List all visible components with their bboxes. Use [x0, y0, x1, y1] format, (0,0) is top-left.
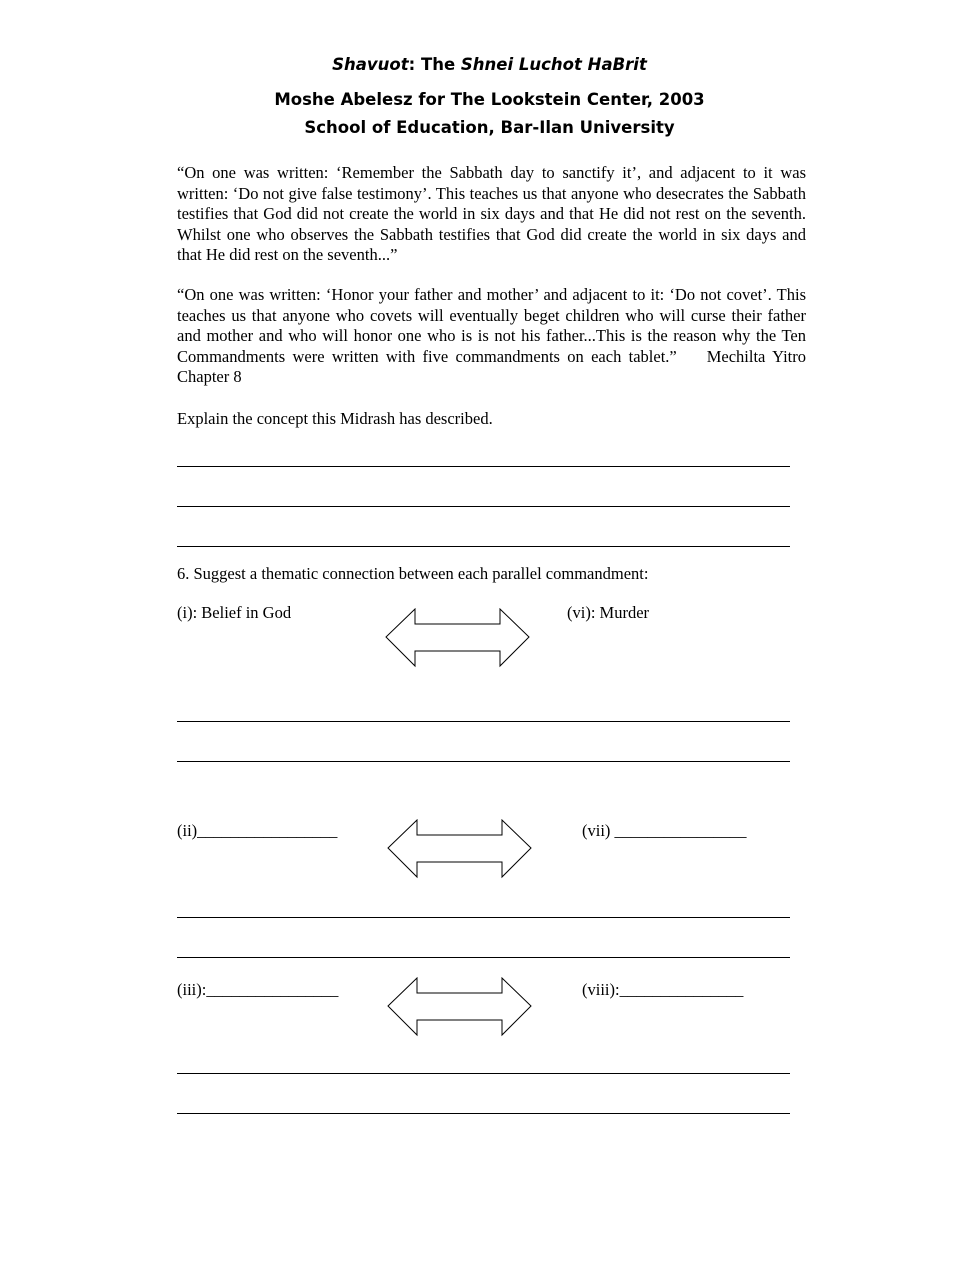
double-arrow-icon — [387, 819, 533, 879]
document-title — [0, 55, 979, 74]
answer-line[interactable] — [177, 466, 790, 467]
pair-3-left[interactable]: (iii):________________ — [177, 980, 339, 999]
title-italic-1: Shavuot — [332, 55, 409, 74]
double-arrow-icon — [387, 977, 533, 1037]
institution-line: School of Education, Bar-Ilan University — [304, 118, 675, 137]
answer-line[interactable] — [177, 1073, 790, 1074]
answer-line[interactable] — [177, 957, 790, 958]
answer-line[interactable] — [177, 1113, 790, 1114]
answer-line[interactable] — [177, 761, 790, 762]
answer-line[interactable] — [177, 917, 790, 918]
title-italic-2: Shnei Luchot HaBrit — [460, 55, 647, 74]
paragraph-2-text: “On one was written: ‘Honor your father and mother’ and adjacent to it: ‘Do not covet’. This teaches us that anyone who covets will eventually beget children who will curse their father and mother and who will honor one who is is not his father...This is the reason why the Ten Commandments were written with five commandments on each tablet.” — [177, 285, 806, 366]
source-citation: Mechilta Yitro Chapter 8 — [177, 346, 806, 387]
answer-line[interactable] — [177, 546, 790, 547]
pair-1-right: (vi): Murder — [567, 603, 650, 622]
answer-line[interactable] — [177, 506, 790, 507]
pair-2-right[interactable]: (vii) ________________ — [582, 821, 747, 840]
answer-line[interactable] — [177, 721, 790, 722]
midrash-paragraph-1: “On one was written: ‘Remember the Sabbath day to sanctify it’, and adjacent to it was written: ‘Do not give false testimony’. This teaches us that anyone who desecrates the Sabbath testifies that God did not create the world in six days and that He did not rest on the seventh. Whilst one who observes the Sabbath testifies that God did create the world in six days and that He did rest on the seventh...” — [177, 163, 806, 265]
pair-3-right[interactable]: (viii):_______________ — [582, 980, 744, 999]
question-6-text: 6. Suggest a thematic connection between each parallel commandment: — [177, 564, 649, 583]
author-line: Moshe Abelesz for The Lookstein Center, 2003 — [274, 90, 705, 109]
pair-2-left[interactable]: (ii)_________________ — [177, 821, 338, 840]
question-text: Explain the concept this Midrash has described. — [177, 409, 493, 428]
midrash-paragraph-2 — [177, 285, 806, 388]
pair-1-left: (i): Belief in God — [177, 603, 292, 622]
double-arrow-icon — [385, 608, 531, 668]
title-plain: : The — [408, 55, 461, 74]
